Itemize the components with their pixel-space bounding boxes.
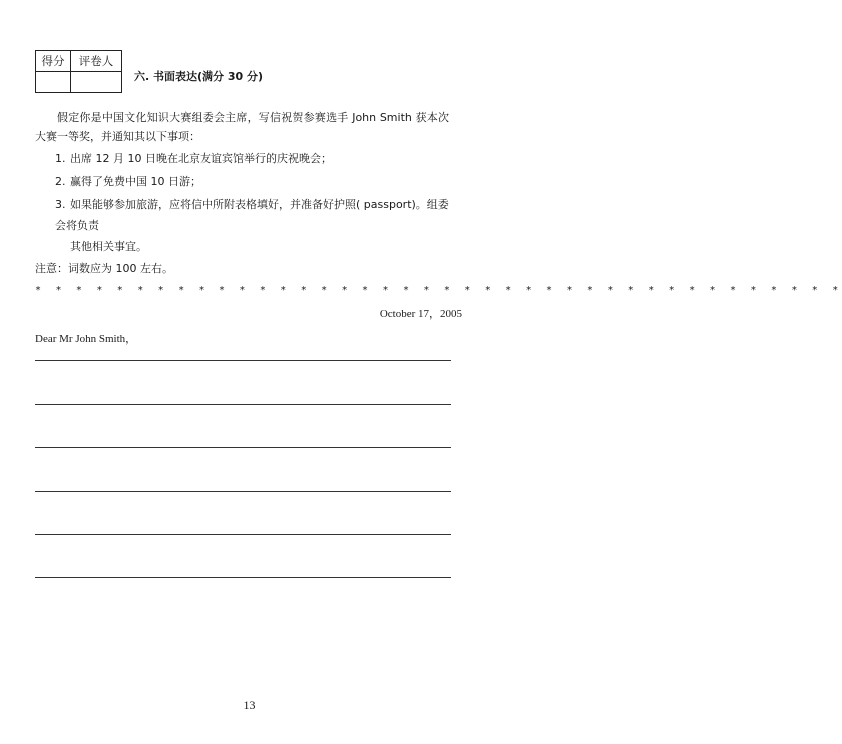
star-separator: * * * * * * * * * * * * * * * * * * * * * * * * * * * * * * * * * * * * * * * *	[35, 285, 842, 296]
item-continuation: 其他相关事宜。	[70, 240, 147, 253]
score-cell[interactable]	[36, 72, 71, 93]
writing-line[interactable]	[35, 491, 451, 492]
task-intro: 假定你是中国文化知识大赛组委会主席，写信祝贺参赛选手 John Smith 获本次大赛一等奖，并通知其以下事项：	[35, 111, 449, 143]
score-table	[35, 50, 122, 93]
item-text: 如果能够参加旅游，应将信中所附表格填好，并准备好护照( passport)。组委会将负责	[55, 198, 449, 232]
item-number: 1.	[55, 152, 66, 165]
item-number: 3.	[55, 198, 66, 211]
writing-line[interactable]	[35, 404, 451, 405]
grader-header: 评卷人	[71, 51, 122, 72]
item-text: 赢得了免费中国 10 日游；	[70, 175, 201, 188]
writing-line[interactable]	[35, 577, 451, 578]
letter-date: October 17，2005	[379, 308, 462, 320]
score-header: 得分	[36, 51, 71, 72]
word-count-note: 注意：词数应为 100 左右。	[35, 262, 173, 275]
item-number: 2.	[55, 175, 66, 188]
item-text: 出席 12 月 10 日晚在北京友谊宾馆举行的庆祝晚会；	[70, 152, 332, 165]
task-item-2	[55, 171, 450, 192]
task-item-3	[55, 194, 450, 257]
section-title: 六. 书面表达(满分 30 分)	[134, 70, 264, 83]
page-number: 13	[243, 698, 256, 712]
letter-greeting: Dear Mr John Smith，	[35, 333, 137, 345]
writing-line[interactable]	[35, 360, 451, 361]
grader-cell[interactable]	[71, 72, 122, 93]
task-item-1	[55, 148, 450, 169]
writing-line[interactable]	[35, 447, 451, 448]
writing-line[interactable]	[35, 534, 451, 535]
